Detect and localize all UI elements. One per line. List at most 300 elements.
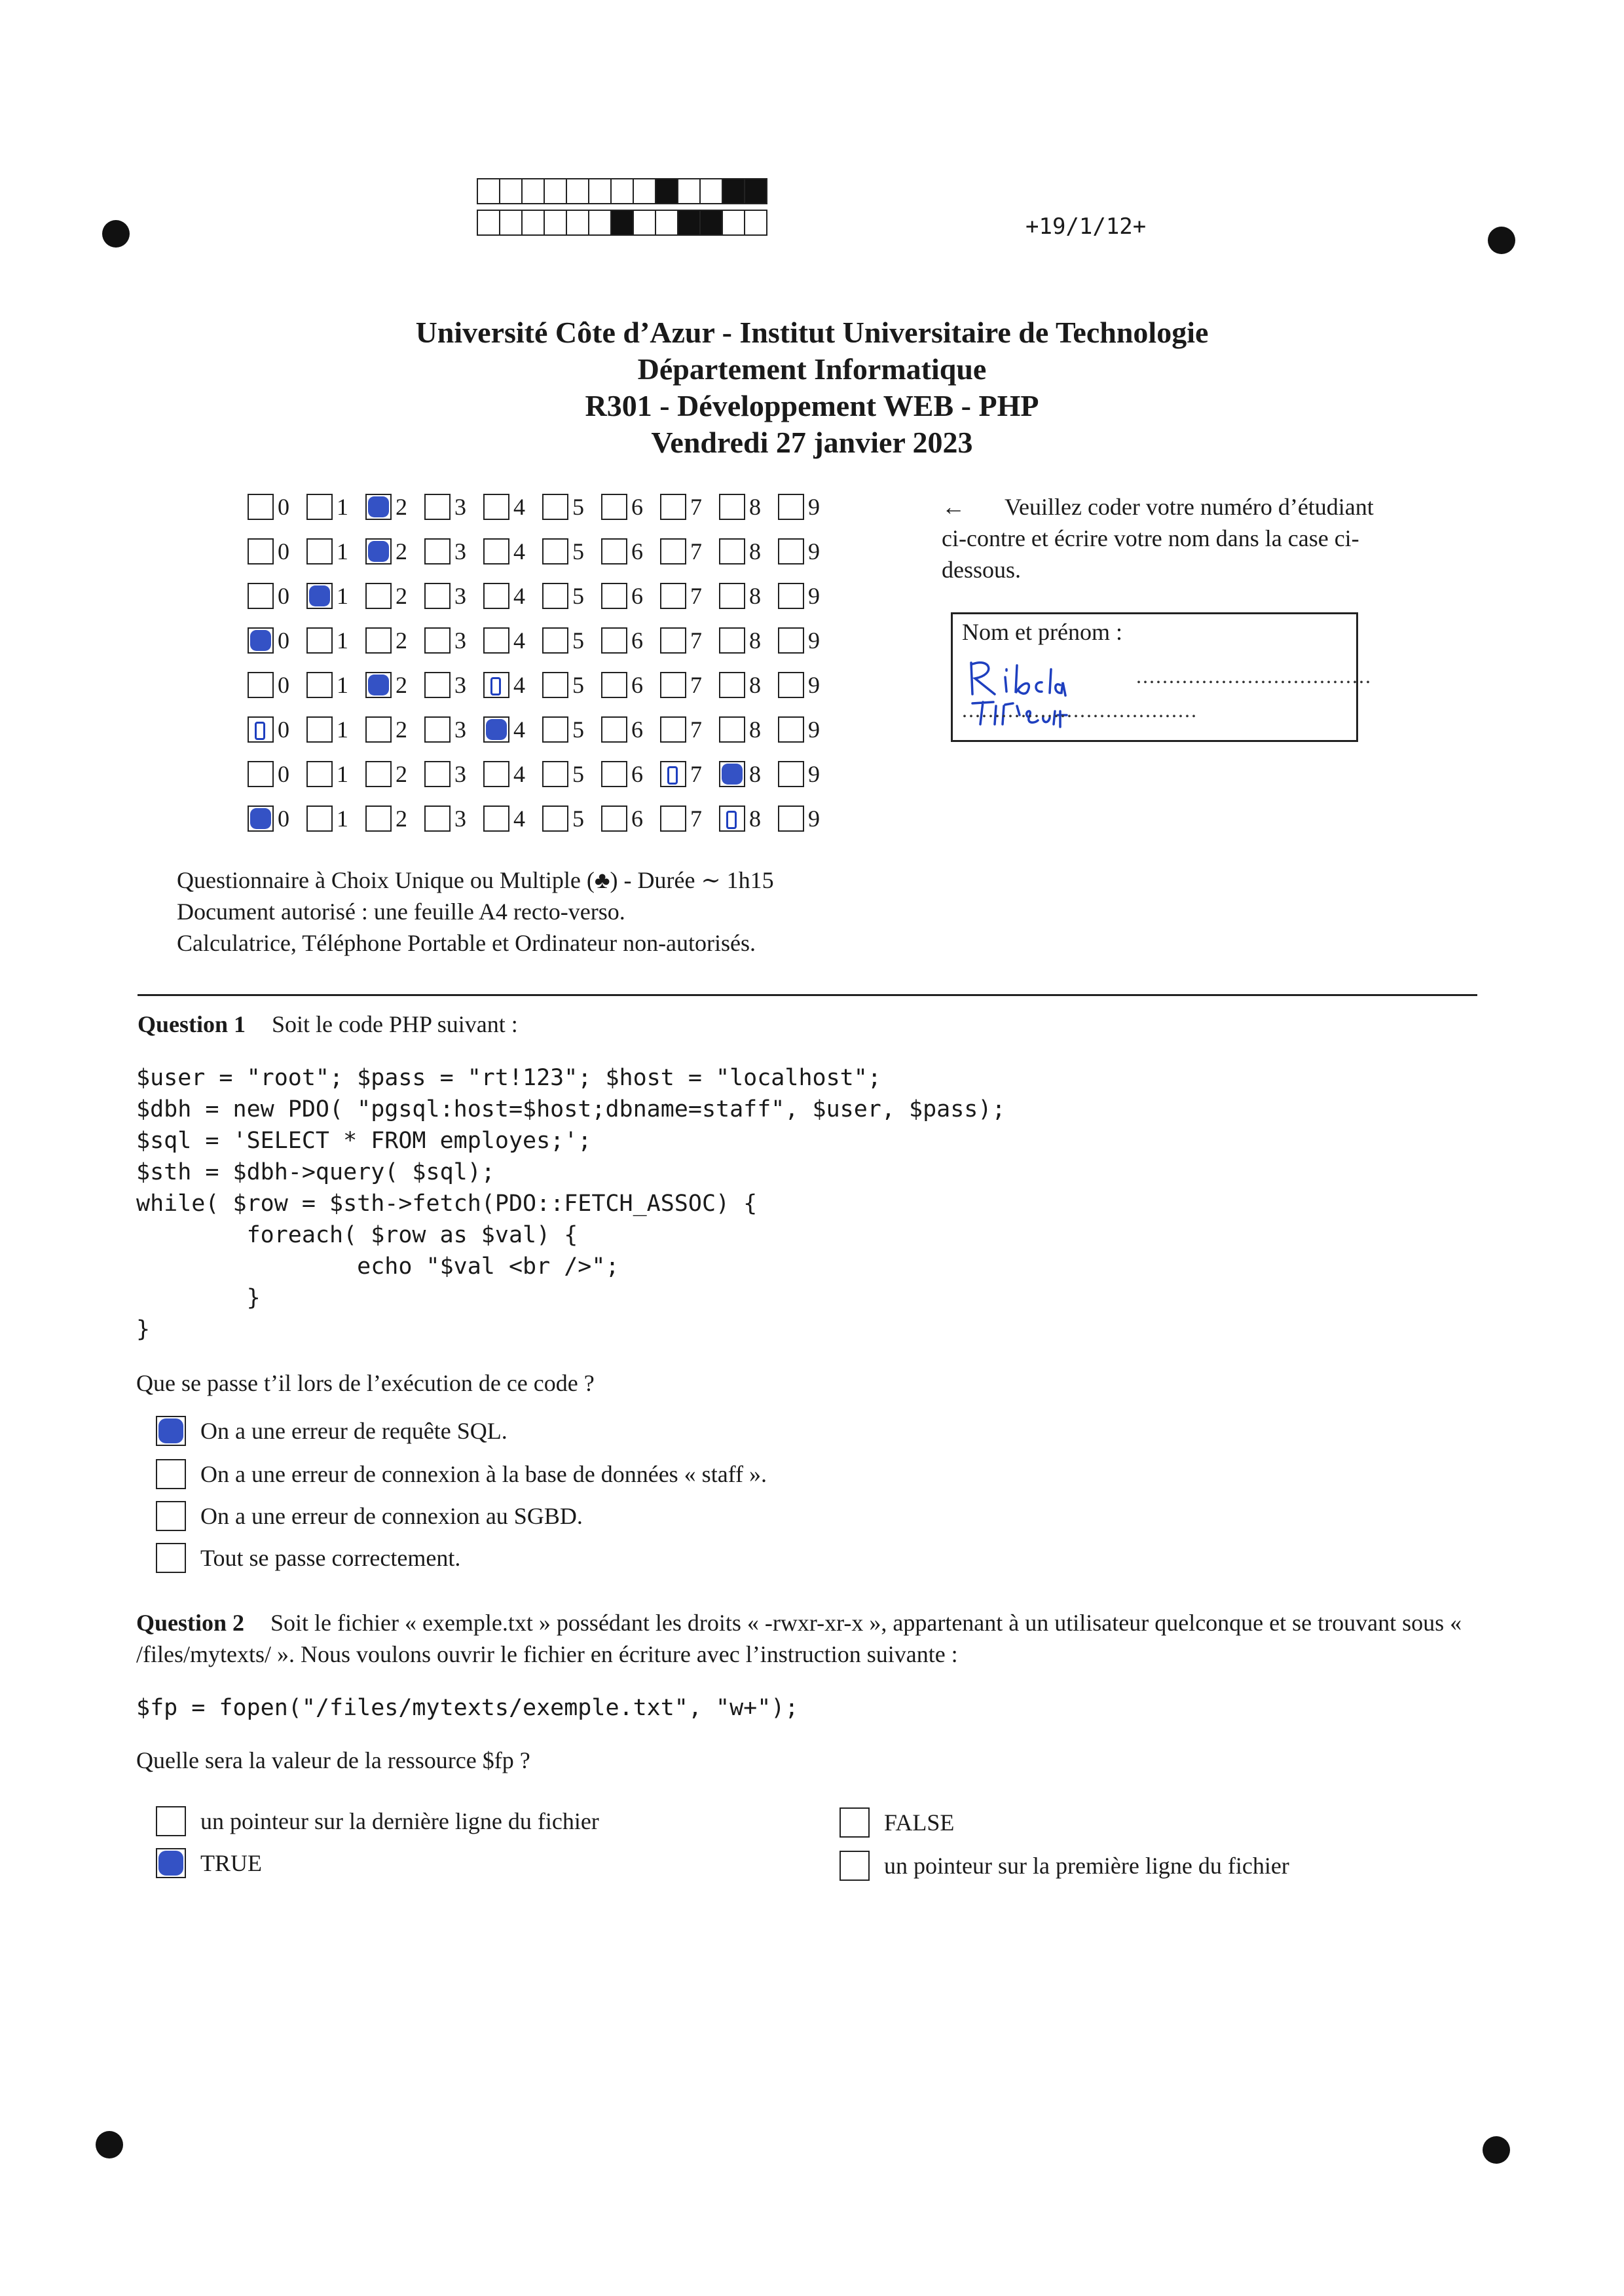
digit-cell[interactable] xyxy=(248,716,306,743)
digit-label: 3 xyxy=(454,494,466,520)
name-dotted-line-1: .................................... xyxy=(1136,664,1372,688)
digit-cell[interactable] xyxy=(542,538,601,565)
digit-checkbox[interactable] xyxy=(660,627,686,654)
digit-checkbox[interactable] xyxy=(365,627,392,654)
digit-label: 3 xyxy=(454,716,466,743)
digit-label: 3 xyxy=(454,538,466,565)
digit-cell[interactable] xyxy=(719,671,778,699)
question-2-heading xyxy=(136,1607,1479,1670)
exam-date: Vendredi 27 janvier 2023 xyxy=(651,426,973,459)
q1-option-1[interactable] xyxy=(156,1416,507,1446)
question-1-question: Que se passe t’il lors de l’exécution de ce code ? xyxy=(136,1370,595,1396)
digit-label: 4 xyxy=(513,672,525,698)
digit-label: 1 xyxy=(337,716,348,743)
digit-label: 6 xyxy=(631,761,643,787)
digit-cell[interactable] xyxy=(778,538,837,565)
digit-label: 4 xyxy=(513,761,525,787)
digit-cell[interactable] xyxy=(601,582,660,610)
digit-label: 3 xyxy=(454,761,466,787)
q1-option-4-checkbox[interactable] xyxy=(156,1543,186,1573)
digit-checkbox[interactable] xyxy=(248,627,274,654)
digit-cell[interactable] xyxy=(601,760,660,788)
digit-label: 2 xyxy=(396,716,407,743)
digit-label: 8 xyxy=(749,494,761,520)
digit-label: 4 xyxy=(513,627,525,654)
digit-checkbox[interactable] xyxy=(601,538,627,565)
digit-label: 5 xyxy=(572,583,584,609)
digit-label: 2 xyxy=(396,538,407,565)
student-number-row xyxy=(248,618,837,663)
digit-label: 7 xyxy=(690,761,702,787)
digit-cell[interactable] xyxy=(719,627,778,654)
digit-label: 9 xyxy=(808,583,820,609)
exam-rules xyxy=(177,864,774,959)
digit-checkbox[interactable] xyxy=(424,494,451,520)
digit-label: 6 xyxy=(631,672,643,698)
digit-label: 9 xyxy=(808,494,820,520)
digit-checkbox[interactable] xyxy=(248,672,274,698)
student-number-row xyxy=(248,663,837,707)
digit-label: 5 xyxy=(572,761,584,787)
digit-label: 7 xyxy=(690,494,702,520)
digit-label: 0 xyxy=(278,672,289,698)
digit-cell[interactable] xyxy=(365,805,424,832)
digit-checkbox[interactable] xyxy=(248,761,274,787)
digit-cell[interactable] xyxy=(601,671,660,699)
digit-checkbox[interactable] xyxy=(778,672,804,698)
digit-checkbox[interactable] xyxy=(778,805,804,832)
digit-cell[interactable] xyxy=(601,716,660,743)
q2-option-1-checkbox[interactable] xyxy=(156,1806,186,1836)
digit-label: 3 xyxy=(454,672,466,698)
digit-cell[interactable] xyxy=(483,582,542,610)
digit-label: 1 xyxy=(337,583,348,609)
digit-label: 0 xyxy=(278,805,289,832)
digit-label: 1 xyxy=(337,494,348,520)
digit-label: 5 xyxy=(572,672,584,698)
digit-label: 3 xyxy=(454,627,466,654)
q2-option-4[interactable] xyxy=(840,1851,1289,1881)
digit-label: 2 xyxy=(396,805,407,832)
digit-label: 8 xyxy=(749,627,761,654)
digit-cell[interactable] xyxy=(601,493,660,521)
digit-label: 2 xyxy=(396,583,407,609)
digit-cell[interactable] xyxy=(778,493,837,521)
name-label: Nom et prénom : xyxy=(962,619,1122,645)
digit-label: 0 xyxy=(278,761,289,787)
digit-label: 2 xyxy=(396,494,407,520)
arrow-left-icon: ← xyxy=(942,494,965,520)
digit-label: 2 xyxy=(396,627,407,654)
digit-cell[interactable] xyxy=(248,627,306,654)
q2-option-1[interactable] xyxy=(156,1806,599,1836)
digit-checkbox[interactable] xyxy=(424,672,451,698)
digit-checkbox[interactable] xyxy=(306,716,333,743)
digit-cell[interactable] xyxy=(306,627,365,654)
digit-checkbox[interactable] xyxy=(719,672,745,698)
digit-cell[interactable] xyxy=(542,716,601,743)
digit-cell[interactable] xyxy=(424,493,483,521)
rules-line-1: Questionnaire à Choix Unique ou Multiple (♣) - Durée ∼ 1h15 xyxy=(177,867,774,893)
digit-cell[interactable] xyxy=(306,538,365,565)
rules-line-3: Calculatrice, Téléphone Portable et Ordinateur non-autorisés. xyxy=(177,930,756,956)
q2-option-3-text: FALSE xyxy=(884,1809,955,1836)
digit-checkbox[interactable] xyxy=(483,627,509,654)
digit-label: 6 xyxy=(631,494,643,520)
q1-option-4[interactable] xyxy=(156,1543,460,1573)
digit-checkbox[interactable] xyxy=(719,761,745,787)
digit-label: 5 xyxy=(572,627,584,654)
digit-checkbox[interactable] xyxy=(365,538,392,565)
digit-cell[interactable] xyxy=(424,671,483,699)
digit-cell[interactable] xyxy=(660,538,719,565)
digit-cell[interactable] xyxy=(660,671,719,699)
digit-label: 1 xyxy=(337,761,348,787)
digit-cell[interactable] xyxy=(365,493,424,521)
digit-checkbox[interactable] xyxy=(483,805,509,832)
digit-checkbox[interactable] xyxy=(601,627,627,654)
digit-checkbox[interactable] xyxy=(424,583,451,609)
digit-checkbox[interactable] xyxy=(542,805,568,832)
rules-line-2: Document autorisé : une feuille A4 recto-verso. xyxy=(177,898,625,925)
digit-checkbox[interactable] xyxy=(306,805,333,832)
instructions xyxy=(942,491,1374,585)
digit-cell[interactable] xyxy=(365,627,424,654)
digit-cell[interactable] xyxy=(483,627,542,654)
digit-label: 6 xyxy=(631,716,643,743)
digit-checkbox[interactable] xyxy=(424,627,451,654)
q2-option-4-text: un pointeur sur la première ligne du fichier xyxy=(884,1853,1289,1879)
digit-label: 1 xyxy=(337,627,348,654)
digit-checkbox[interactable] xyxy=(365,805,392,832)
separator-line xyxy=(138,994,1477,996)
digit-label: 8 xyxy=(749,761,761,787)
registration-dot-top-right xyxy=(1488,227,1515,254)
digit-cell[interactable] xyxy=(248,805,306,832)
digit-checkbox[interactable] xyxy=(719,538,745,565)
course-title: R301 - Développement WEB - PHP xyxy=(585,389,1039,422)
digit-label: 7 xyxy=(690,583,702,609)
digit-checkbox[interactable] xyxy=(660,672,686,698)
digit-cell[interactable] xyxy=(306,493,365,521)
question-2-intro: Soit le fichier « exemple.txt » possédant les droits « -rwxr-xr-x », appartenant à un utilisateur quelconque et se trouvant sous « /files/mytexts/ ». Nous voulons ouvrir le fichier en écriture avec l’instruction suivante : xyxy=(136,1610,1462,1667)
digit-label: 9 xyxy=(808,672,820,698)
digit-label: 4 xyxy=(513,538,525,565)
digit-cell[interactable] xyxy=(660,805,719,832)
digit-checkbox[interactable] xyxy=(483,494,509,520)
digit-checkbox[interactable] xyxy=(601,761,627,787)
university-title: Université Côte d’Azur - Institut Universitaire de Technologie xyxy=(415,316,1209,349)
digit-checkbox[interactable] xyxy=(778,583,804,609)
name-dotted-line-2: .................................... xyxy=(962,698,1198,722)
digit-cell[interactable] xyxy=(601,805,660,832)
digit-cell[interactable] xyxy=(365,716,424,743)
digit-label: 6 xyxy=(631,627,643,654)
digit-label: 5 xyxy=(572,716,584,743)
digit-cell[interactable] xyxy=(424,627,483,654)
digit-checkbox[interactable] xyxy=(306,583,333,609)
digit-cell[interactable] xyxy=(660,627,719,654)
instructions-text: Veuillez coder votre numéro d’étudiant ci-contre et écrire votre nom dans la case ci-dessous. xyxy=(942,494,1374,583)
digit-checkbox[interactable] xyxy=(424,716,451,743)
digit-cell[interactable] xyxy=(778,716,837,743)
digit-label: 8 xyxy=(749,583,761,609)
digit-checkbox[interactable] xyxy=(306,627,333,654)
student-number-row xyxy=(248,529,837,574)
digit-cell[interactable] xyxy=(542,760,601,788)
digit-cell[interactable] xyxy=(542,582,601,610)
q2-option-2[interactable] xyxy=(156,1848,262,1878)
digit-label: 4 xyxy=(513,494,525,520)
digit-checkbox[interactable] xyxy=(778,761,804,787)
digit-cell[interactable] xyxy=(660,493,719,521)
registration-dot-bottom-left xyxy=(96,2131,123,2158)
digit-checkbox[interactable] xyxy=(424,761,451,787)
digit-cell[interactable] xyxy=(719,493,778,521)
digit-checkbox[interactable] xyxy=(248,805,274,832)
digit-cell[interactable] xyxy=(719,716,778,743)
digit-label: 0 xyxy=(278,494,289,520)
digit-checkbox[interactable] xyxy=(365,583,392,609)
digit-checkbox[interactable] xyxy=(248,494,274,520)
digit-checkbox[interactable] xyxy=(483,716,509,743)
digit-checkbox[interactable] xyxy=(542,716,568,743)
digit-cell[interactable] xyxy=(542,493,601,521)
digit-checkbox[interactable] xyxy=(365,716,392,743)
digit-cell[interactable] xyxy=(248,582,306,610)
student-number-row xyxy=(248,485,837,529)
digit-cell[interactable] xyxy=(542,671,601,699)
digit-checkbox[interactable] xyxy=(719,494,745,520)
digit-label: 4 xyxy=(513,805,525,832)
digit-checkbox[interactable] xyxy=(778,538,804,565)
digit-label: 3 xyxy=(454,805,466,832)
q1-option-3-text: On a une erreur de connexion au SGBD. xyxy=(200,1503,583,1529)
digit-cell[interactable] xyxy=(306,760,365,788)
digit-checkbox[interactable] xyxy=(778,494,804,520)
digit-cell[interactable] xyxy=(660,582,719,610)
digit-checkbox[interactable] xyxy=(542,672,568,698)
digit-cell[interactable] xyxy=(306,671,365,699)
digit-checkbox[interactable] xyxy=(306,672,333,698)
digit-cell[interactable] xyxy=(719,760,778,788)
digit-cell[interactable] xyxy=(542,805,601,832)
digit-checkbox[interactable] xyxy=(601,805,627,832)
digit-label: 7 xyxy=(690,538,702,565)
digit-checkbox[interactable] xyxy=(483,672,509,698)
digit-label: 8 xyxy=(749,805,761,832)
name-box[interactable] xyxy=(951,612,1372,742)
digit-checkbox[interactable] xyxy=(542,538,568,565)
digit-checkbox[interactable] xyxy=(306,494,333,520)
digit-checkbox[interactable] xyxy=(306,538,333,565)
digit-label: 7 xyxy=(690,627,702,654)
q1-option-2[interactable] xyxy=(156,1459,767,1489)
barcode-bottom xyxy=(477,210,766,236)
digit-checkbox[interactable] xyxy=(542,761,568,787)
question-1-code: $user = "root"; $pass = "rt!123"; $host = "localhost"; $dbh = new PDO( "pgsql:host=$host;dbname=staff", $user, $pass); $sql = 'SELECT * FROM employes;'; $sth = $dbh->query( $sql); while( $row = $sth->fetch(PDO::FETCH_ASSOC) { foreach( $row as $val) { echo "$val <br />"; } } xyxy=(136,1065,1006,1342)
digit-cell[interactable] xyxy=(778,627,837,654)
digit-checkbox[interactable] xyxy=(365,494,392,520)
digit-cell[interactable] xyxy=(424,760,483,788)
digit-label: 9 xyxy=(808,627,820,654)
digit-cell[interactable] xyxy=(778,760,837,788)
digit-label: 2 xyxy=(396,761,407,787)
q1-option-2-text: On a une erreur de connexion à la base de données « staff ». xyxy=(200,1461,767,1487)
digit-cell[interactable] xyxy=(365,582,424,610)
digit-cell[interactable] xyxy=(483,671,542,699)
digit-cell[interactable] xyxy=(483,493,542,521)
q1-option-1-checkbox[interactable] xyxy=(156,1416,186,1446)
digit-checkbox[interactable] xyxy=(660,761,686,787)
digit-cell[interactable] xyxy=(248,671,306,699)
q2-option-1-text: un pointeur sur la dernière ligne du fichier xyxy=(200,1808,599,1834)
digit-checkbox[interactable] xyxy=(601,494,627,520)
digit-cell[interactable] xyxy=(660,760,719,788)
digit-cell[interactable] xyxy=(719,538,778,565)
digit-checkbox[interactable] xyxy=(778,627,804,654)
digit-checkbox[interactable] xyxy=(542,494,568,520)
digit-checkbox[interactable] xyxy=(248,538,274,565)
digit-cell[interactable] xyxy=(660,716,719,743)
digit-cell[interactable] xyxy=(483,805,542,832)
digit-checkbox[interactable] xyxy=(601,672,627,698)
digit-label: 7 xyxy=(690,805,702,832)
digit-cell[interactable] xyxy=(542,627,601,654)
digit-checkbox[interactable] xyxy=(483,583,509,609)
digit-label: 8 xyxy=(749,672,761,698)
page-reference: +19/1/12+ xyxy=(1025,213,1147,240)
question-2-label: Question 2 xyxy=(136,1610,245,1636)
digit-checkbox[interactable] xyxy=(778,716,804,743)
digit-cell[interactable] xyxy=(306,805,365,832)
department-title: Département Informatique xyxy=(637,352,987,386)
digit-label: 4 xyxy=(513,583,525,609)
digit-checkbox[interactable] xyxy=(719,627,745,654)
digit-checkbox[interactable] xyxy=(660,805,686,832)
digit-label: 6 xyxy=(631,583,643,609)
digit-label: 6 xyxy=(631,538,643,565)
student-number-row xyxy=(248,752,837,796)
digit-cell[interactable] xyxy=(601,627,660,654)
digit-checkbox[interactable] xyxy=(483,538,509,565)
registration-dot-bottom-right xyxy=(1483,2136,1510,2164)
question-2-question: Quelle sera la valeur de la ressource $fp ? xyxy=(136,1747,530,1773)
digit-label: 9 xyxy=(808,538,820,565)
digit-checkbox[interactable] xyxy=(719,716,745,743)
q2-option-3[interactable] xyxy=(840,1807,954,1838)
digit-checkbox[interactable] xyxy=(365,672,392,698)
question-2-code: $fp = fopen("/files/mytexts/exemple.txt", "w+"); xyxy=(136,1695,799,1721)
digit-label: 5 xyxy=(572,805,584,832)
digit-label: 8 xyxy=(749,716,761,743)
digit-label: 0 xyxy=(278,627,289,654)
digit-checkbox[interactable] xyxy=(601,583,627,609)
q1-option-4-text: Tout se passe correctement. xyxy=(200,1545,461,1571)
digit-checkbox[interactable] xyxy=(542,583,568,609)
digit-checkbox[interactable] xyxy=(424,805,451,832)
digit-cell[interactable] xyxy=(601,538,660,565)
student-number-row xyxy=(248,707,837,752)
digit-checkbox[interactable] xyxy=(660,716,686,743)
digit-cell[interactable] xyxy=(483,760,542,788)
digit-label: 7 xyxy=(690,716,702,743)
digit-cell[interactable] xyxy=(778,805,837,832)
q1-option-3-checkbox[interactable] xyxy=(156,1501,186,1531)
digit-cell[interactable] xyxy=(248,760,306,788)
digit-checkbox[interactable] xyxy=(424,538,451,565)
digit-checkbox[interactable] xyxy=(248,583,274,609)
q1-option-3[interactable] xyxy=(156,1501,583,1531)
digit-label: 9 xyxy=(808,805,820,832)
student-number-row xyxy=(248,574,837,618)
digit-checkbox[interactable] xyxy=(660,538,686,565)
digit-label: 5 xyxy=(572,538,584,565)
digit-label: 0 xyxy=(278,716,289,743)
digit-label: 7 xyxy=(690,672,702,698)
digit-cell[interactable] xyxy=(248,538,306,565)
digit-label: 9 xyxy=(808,761,820,787)
digit-checkbox[interactable] xyxy=(365,761,392,787)
q2-option-4-checkbox[interactable] xyxy=(840,1851,870,1881)
digit-cell[interactable] xyxy=(365,671,424,699)
digit-label: 1 xyxy=(337,538,348,565)
q2-option-2-text: TRUE xyxy=(200,1850,262,1876)
digit-cell[interactable] xyxy=(719,805,778,832)
digit-cell[interactable] xyxy=(424,582,483,610)
digit-cell[interactable] xyxy=(719,582,778,610)
digit-checkbox[interactable] xyxy=(483,761,509,787)
digit-checkbox[interactable] xyxy=(660,494,686,520)
digit-cell[interactable] xyxy=(424,805,483,832)
digit-label: 0 xyxy=(278,538,289,565)
digit-checkbox[interactable] xyxy=(719,805,745,832)
digit-checkbox[interactable] xyxy=(542,627,568,654)
digit-cell[interactable] xyxy=(483,716,542,743)
q2-option-2-checkbox[interactable] xyxy=(156,1848,186,1878)
digit-cell[interactable] xyxy=(306,582,365,610)
digit-cell[interactable] xyxy=(365,760,424,788)
digit-cell[interactable] xyxy=(248,493,306,521)
digit-cell[interactable] xyxy=(483,538,542,565)
digit-cell[interactable] xyxy=(778,582,837,610)
student-number-grid xyxy=(248,485,837,841)
digit-label: 3 xyxy=(454,583,466,609)
q2-option-3-checkbox[interactable] xyxy=(840,1807,870,1838)
digit-cell[interactable] xyxy=(424,716,483,743)
q1-option-2-checkbox[interactable] xyxy=(156,1459,186,1489)
student-number-row xyxy=(248,796,837,841)
digit-checkbox[interactable] xyxy=(248,716,274,743)
digit-cell[interactable] xyxy=(778,671,837,699)
digit-label: 4 xyxy=(513,716,525,743)
digit-label: 9 xyxy=(808,716,820,743)
digit-label: 2 xyxy=(396,672,407,698)
digit-label: 6 xyxy=(631,805,643,832)
digit-cell[interactable] xyxy=(424,538,483,565)
digit-label: 5 xyxy=(572,494,584,520)
digit-cell[interactable] xyxy=(365,538,424,565)
digit-checkbox[interactable] xyxy=(601,716,627,743)
barcode-top xyxy=(477,178,766,204)
digit-checkbox[interactable] xyxy=(306,761,333,787)
digit-label: 0 xyxy=(278,583,289,609)
question-1-heading xyxy=(138,1009,518,1040)
digit-checkbox[interactable] xyxy=(660,583,686,609)
digit-cell[interactable] xyxy=(306,716,365,743)
question-1-intro: Soit le code PHP suivant : xyxy=(272,1011,518,1037)
digit-checkbox[interactable] xyxy=(719,583,745,609)
